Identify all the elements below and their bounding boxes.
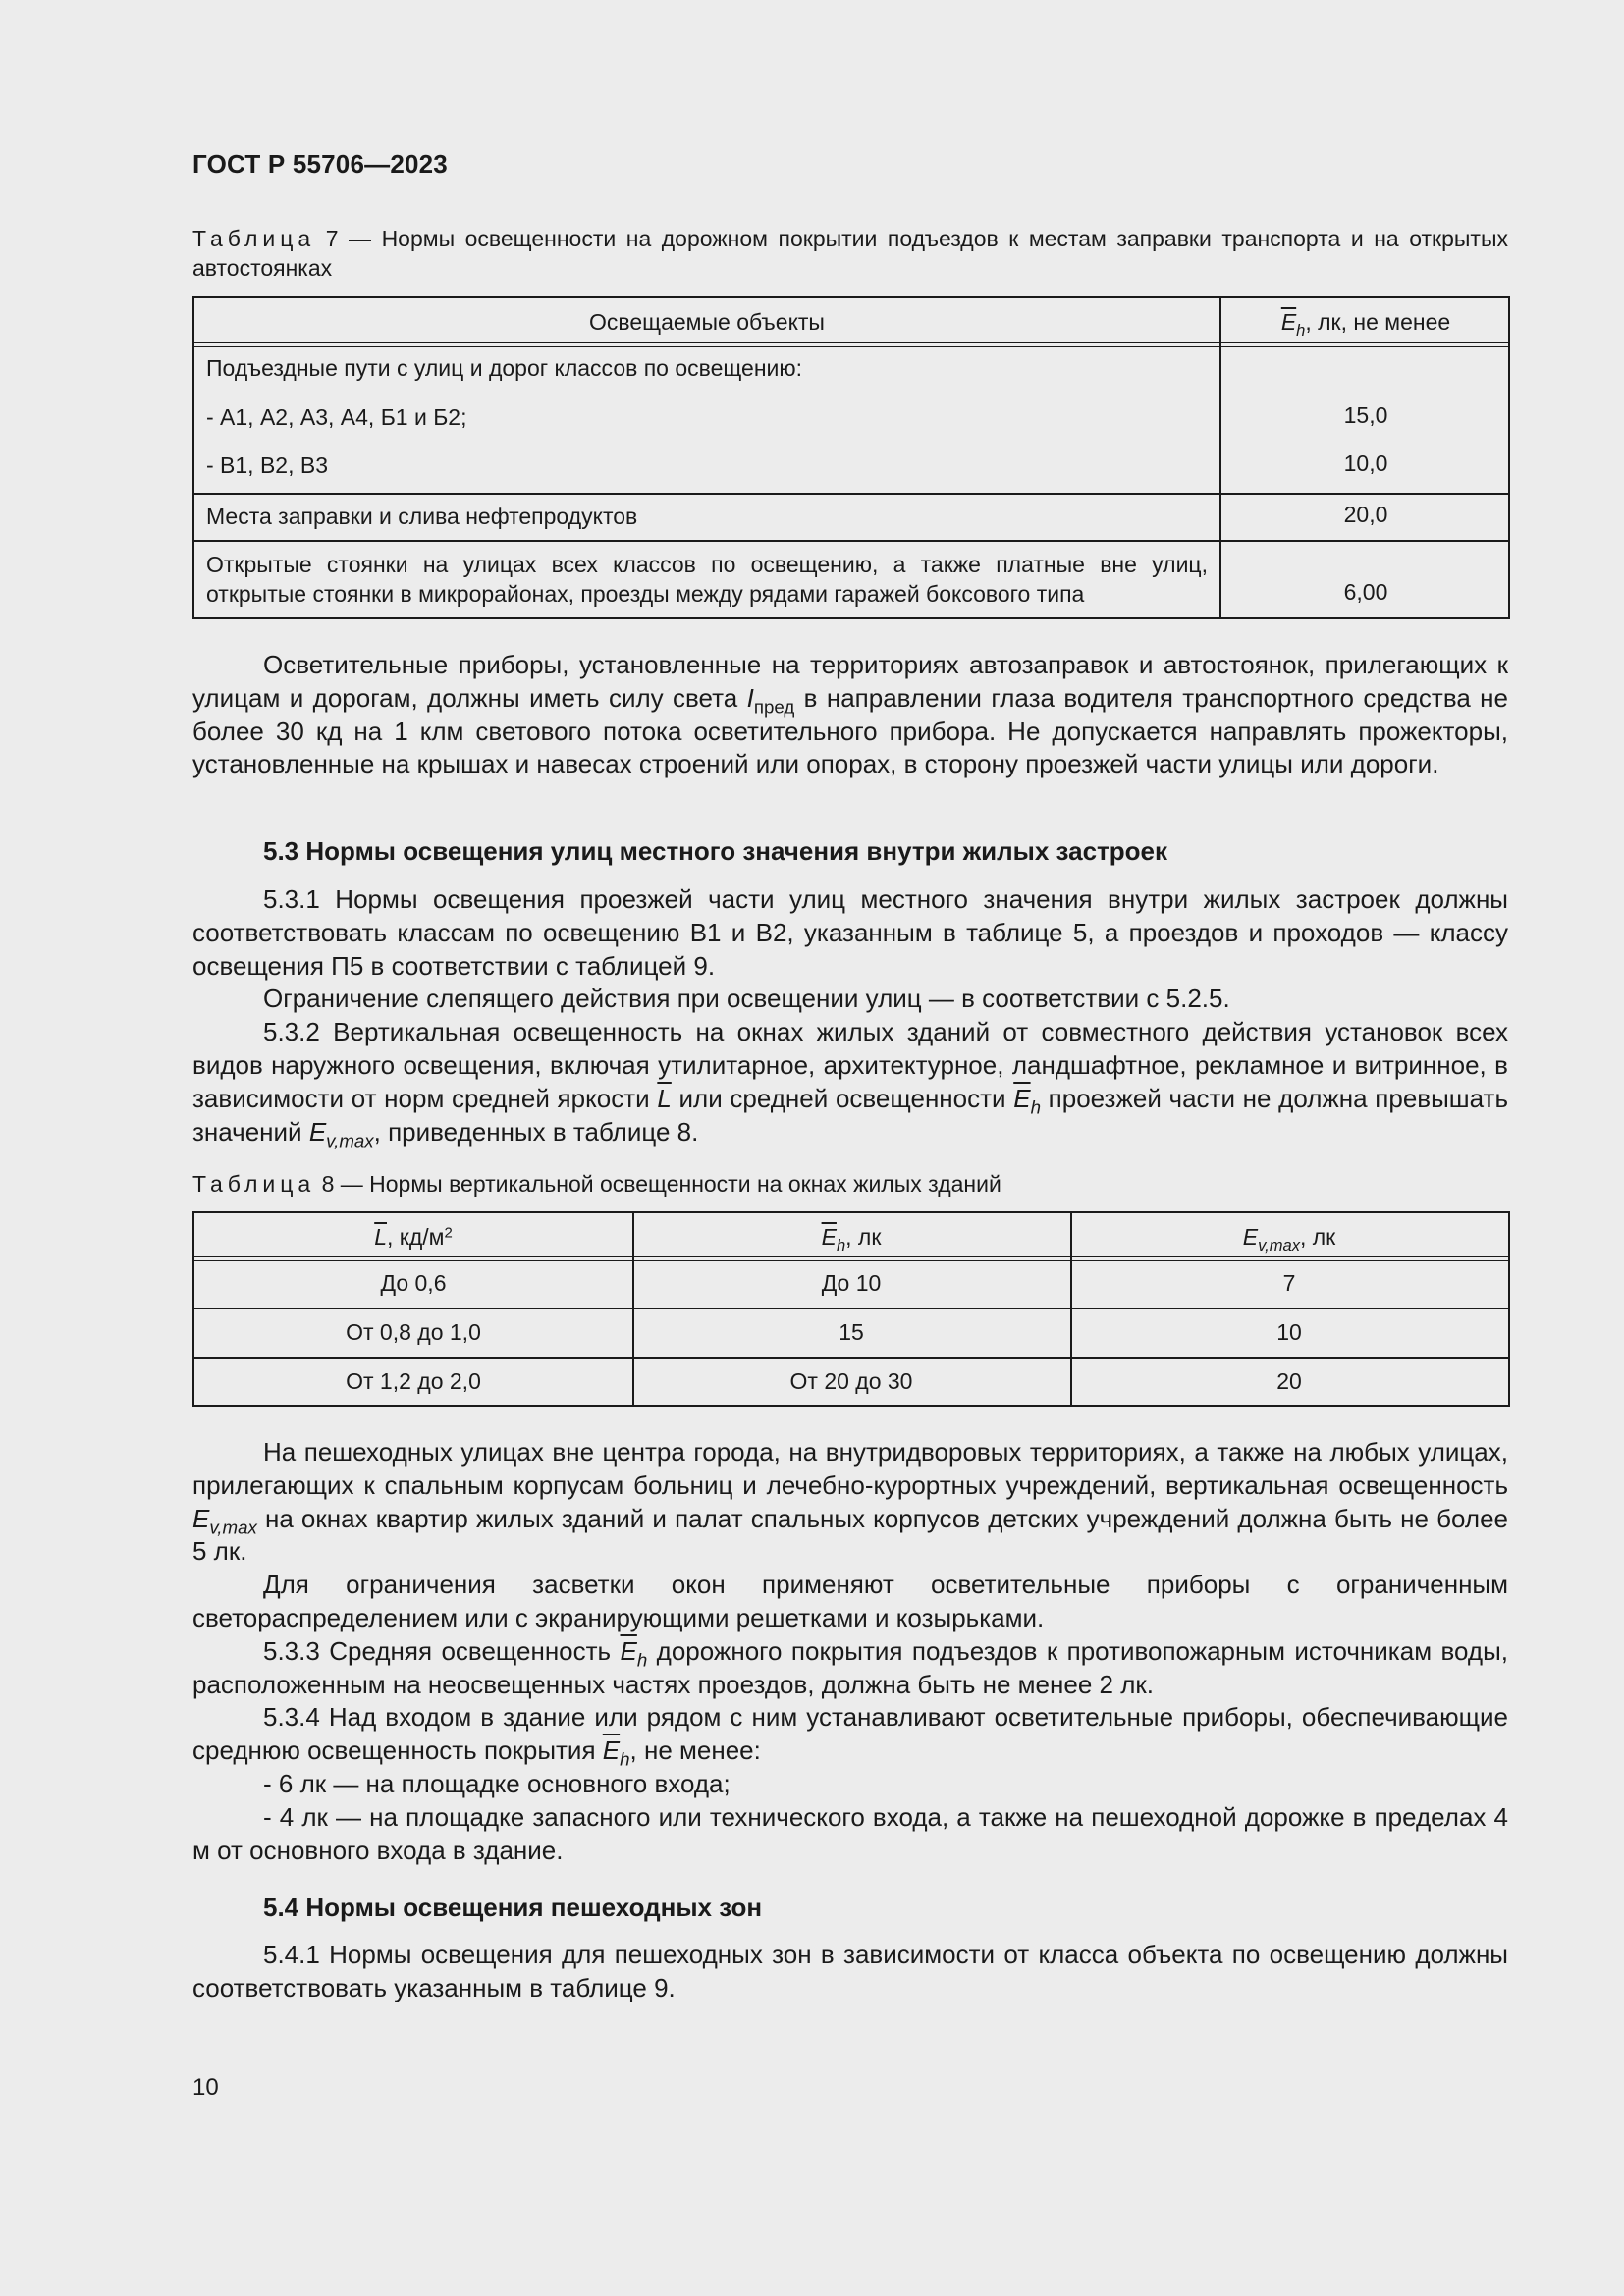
table7-row-label: Подъездные пути с улиц и дорог классов по освещению: [206,355,803,381]
table8-cell: 15 [839,1319,864,1345]
table8-caption-word: Таблица [192,1171,316,1197]
table7 [192,296,1510,619]
table7-row-label: - В1, В2, В3 [206,453,329,478]
table8-cell: 7 [1282,1270,1296,1296]
table7-caption [192,224,1508,283]
table7-header-objects: Освещаемые объекты [589,309,825,335]
table8-header-vertical: $E_{v,max}$, лк [1242,1224,1336,1255]
table7-row-value: 20,0 [1343,502,1388,527]
paragraph-5-3-1: 5.3.1 Нормы освещения проезжей части улиц местного значения внутри жилых застроек должны соответствовать классам по освещению В1 и В2, указанным в таблице 5, а проездов и проходов — классу освещения П5 в соответствии с таблицей 9. [192,884,1508,981]
table7-caption-word: Таблица [192,226,316,251]
table8-header-illuminance: $\overline{E}_h$, лк [821,1224,882,1255]
section-5-3-continued [192,1436,1508,1867]
table8-header-luminance: $\overline{L}$, $кд/м^2$ [374,1224,453,1250]
table8-cell: 20 [1276,1368,1302,1394]
table7-row-label: - А1, А2, А3, А4, Б1 и Б2; [206,404,467,430]
paragraph-5-3-3: 5.3.3 Средняя освещенность $\overline{E}_h$ дорожного покрытия подъездов к противопожарным источникам воды, расположенным на неосвещенных частях проездов, должна быть не менее 2 лк. [192,1635,1508,1699]
table8-caption-text: 8 — Нормы вертикальной освещенности на окнах жилых зданий [315,1171,1001,1197]
table8-caption [192,1169,1508,1199]
page-number: 10 [192,2074,219,2101]
paragraph-luminaires: Осветительные приборы, установленные на территориях автозаправок и автостоянок, прилегающих к улицам и дорогам, должны иметь силу света $I_{пред}$ в направлении глаза водителя транспортного средства не более 30 кд на 1 клм светового потока осветительного прибора. Не допускается направлять прожекторы, установленные на крышах и навесах строений или опорах, в сторону проезжей части улицы или дороги. [192,650,1508,779]
table8-cell: От 1,2 до 2,0 [346,1368,481,1394]
list-item: - 6 лк — на площадке основного входа; [263,1768,731,1798]
paragraph-glare: Ограничение слепящего действия при освещении улиц — в соответствии с 5.2.5. [263,984,1230,1014]
table7-row-value: 10,0 [1343,451,1388,476]
table8-cell: От 0,8 до 1,0 [346,1319,481,1345]
table8-cell: До 0,6 [380,1270,447,1296]
section-5-4-heading: 5.4 Нормы освещения пешеходных зон [263,1893,763,1922]
table7-row-value: 15,0 [1343,402,1388,428]
table8-cell: До 10 [821,1270,882,1296]
paragraph-5-3-4: 5.3.4 Над входом в здание или рядом с ним устанавливают осветительные приборы, обеспечивающие среднюю освещенность покрытия $\overline{E}_h$, не менее: [192,1702,1508,1770]
list-item: - 4 лк — на площадке запасного или технического входа, а также на пешеходной дорожке в пределах 4 м от основного входа в здание. [192,1801,1508,1865]
document-header: ГОСТ Р 55706—2023 [192,149,448,179]
table8-cell: От 20 до 30 [789,1368,913,1394]
paragraph-pedestrian-streets: На пешеходных улицах вне центра города, на внутридворовых территориях, а также на любых улицах, прилегающих к спальным корпусам больниц и лечебно-курортных учреждений, вертикальная освещенность $E_{v,max}$ на окнах квартир жилых зданий и палат спальных корпусов детских учреждений должна быть не более 5 лк. [192,1437,1508,1567]
table7-row-label: Открытые стоянки на улицах всех классов по освещению, а также платные вне улиц, открытые стоянки в микрорайонах, проезды между рядами гаражей боксового типа [206,552,1208,607]
section-5-3-heading: 5.3 Нормы освещения улиц местного значения внутри жилых застроек [263,836,1168,866]
table8 [192,1211,1510,1407]
table7-row-label: Места заправки и слива нефтепродуктов [206,504,638,529]
section-5-4-body [192,1939,1508,2005]
paragraph-window-glare: Для ограничения засветки окон применяют осветительные приборы с ограниченным светораспределением или с экранирующими решетками и козырьками. [192,1570,1508,1632]
section-5-3-body [192,883,1508,1151]
paragraph-5-4-1: 5.4.1 Нормы освещения для пешеходных зон в зависимости от класса объекта по освещению должны соответствовать указанным в таблице 9. [192,1940,1508,2002]
table7-row-value: 6,00 [1343,579,1388,605]
paragraph-5-3-2: 5.3.2 Вертикальная освещенность на окнах жилых зданий от совместного действия установок всех видов наружного освещения, включая утилитарное, архитектурное, ландшафтное, рекламное и витринное, в зависимости от норм средней яркости $\overline{L}$ или средней освещенности $\overline{E}_h$ проезжей части не должна превышать значений $E_{v,max}$, приведенных в таблице 8. [192,1017,1508,1151]
table7-caption-text: 7 — Нормы освещенности на дорожном покрытии подъездов к местам заправки транспорта и на открытых автостоянках [192,226,1508,281]
table7-header-value: $\overline{E}_h$, лк, не менее [1280,309,1451,340]
table8-cell: 10 [1276,1319,1302,1345]
